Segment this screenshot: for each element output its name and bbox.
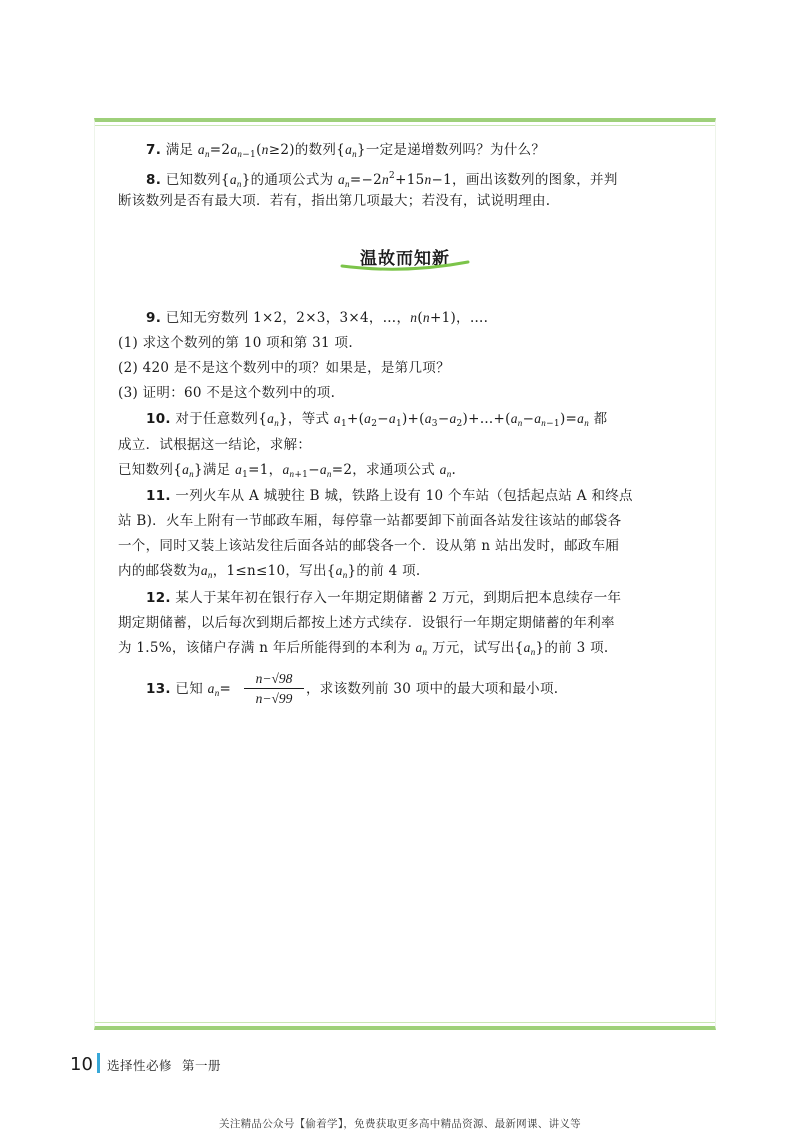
page-number: 10 — [70, 1054, 93, 1075]
footer-book-title: 选择性必修 第一册 — [107, 1058, 222, 1073]
fraction-denominator: n−√99 — [255, 691, 293, 706]
fraction-numerator: n−√98 — [255, 671, 293, 686]
problem-number: 7. — [146, 142, 162, 158]
footer-divider — [97, 1053, 100, 1073]
title-underline — [340, 258, 470, 272]
watermark-text: 关注精品公众号【偷着学】，免费获取更多高中精品资源、最新网课、讲义等 — [219, 1118, 581, 1130]
section-title: 温故而知新 — [340, 240, 470, 272]
fraction — [244, 670, 304, 707]
